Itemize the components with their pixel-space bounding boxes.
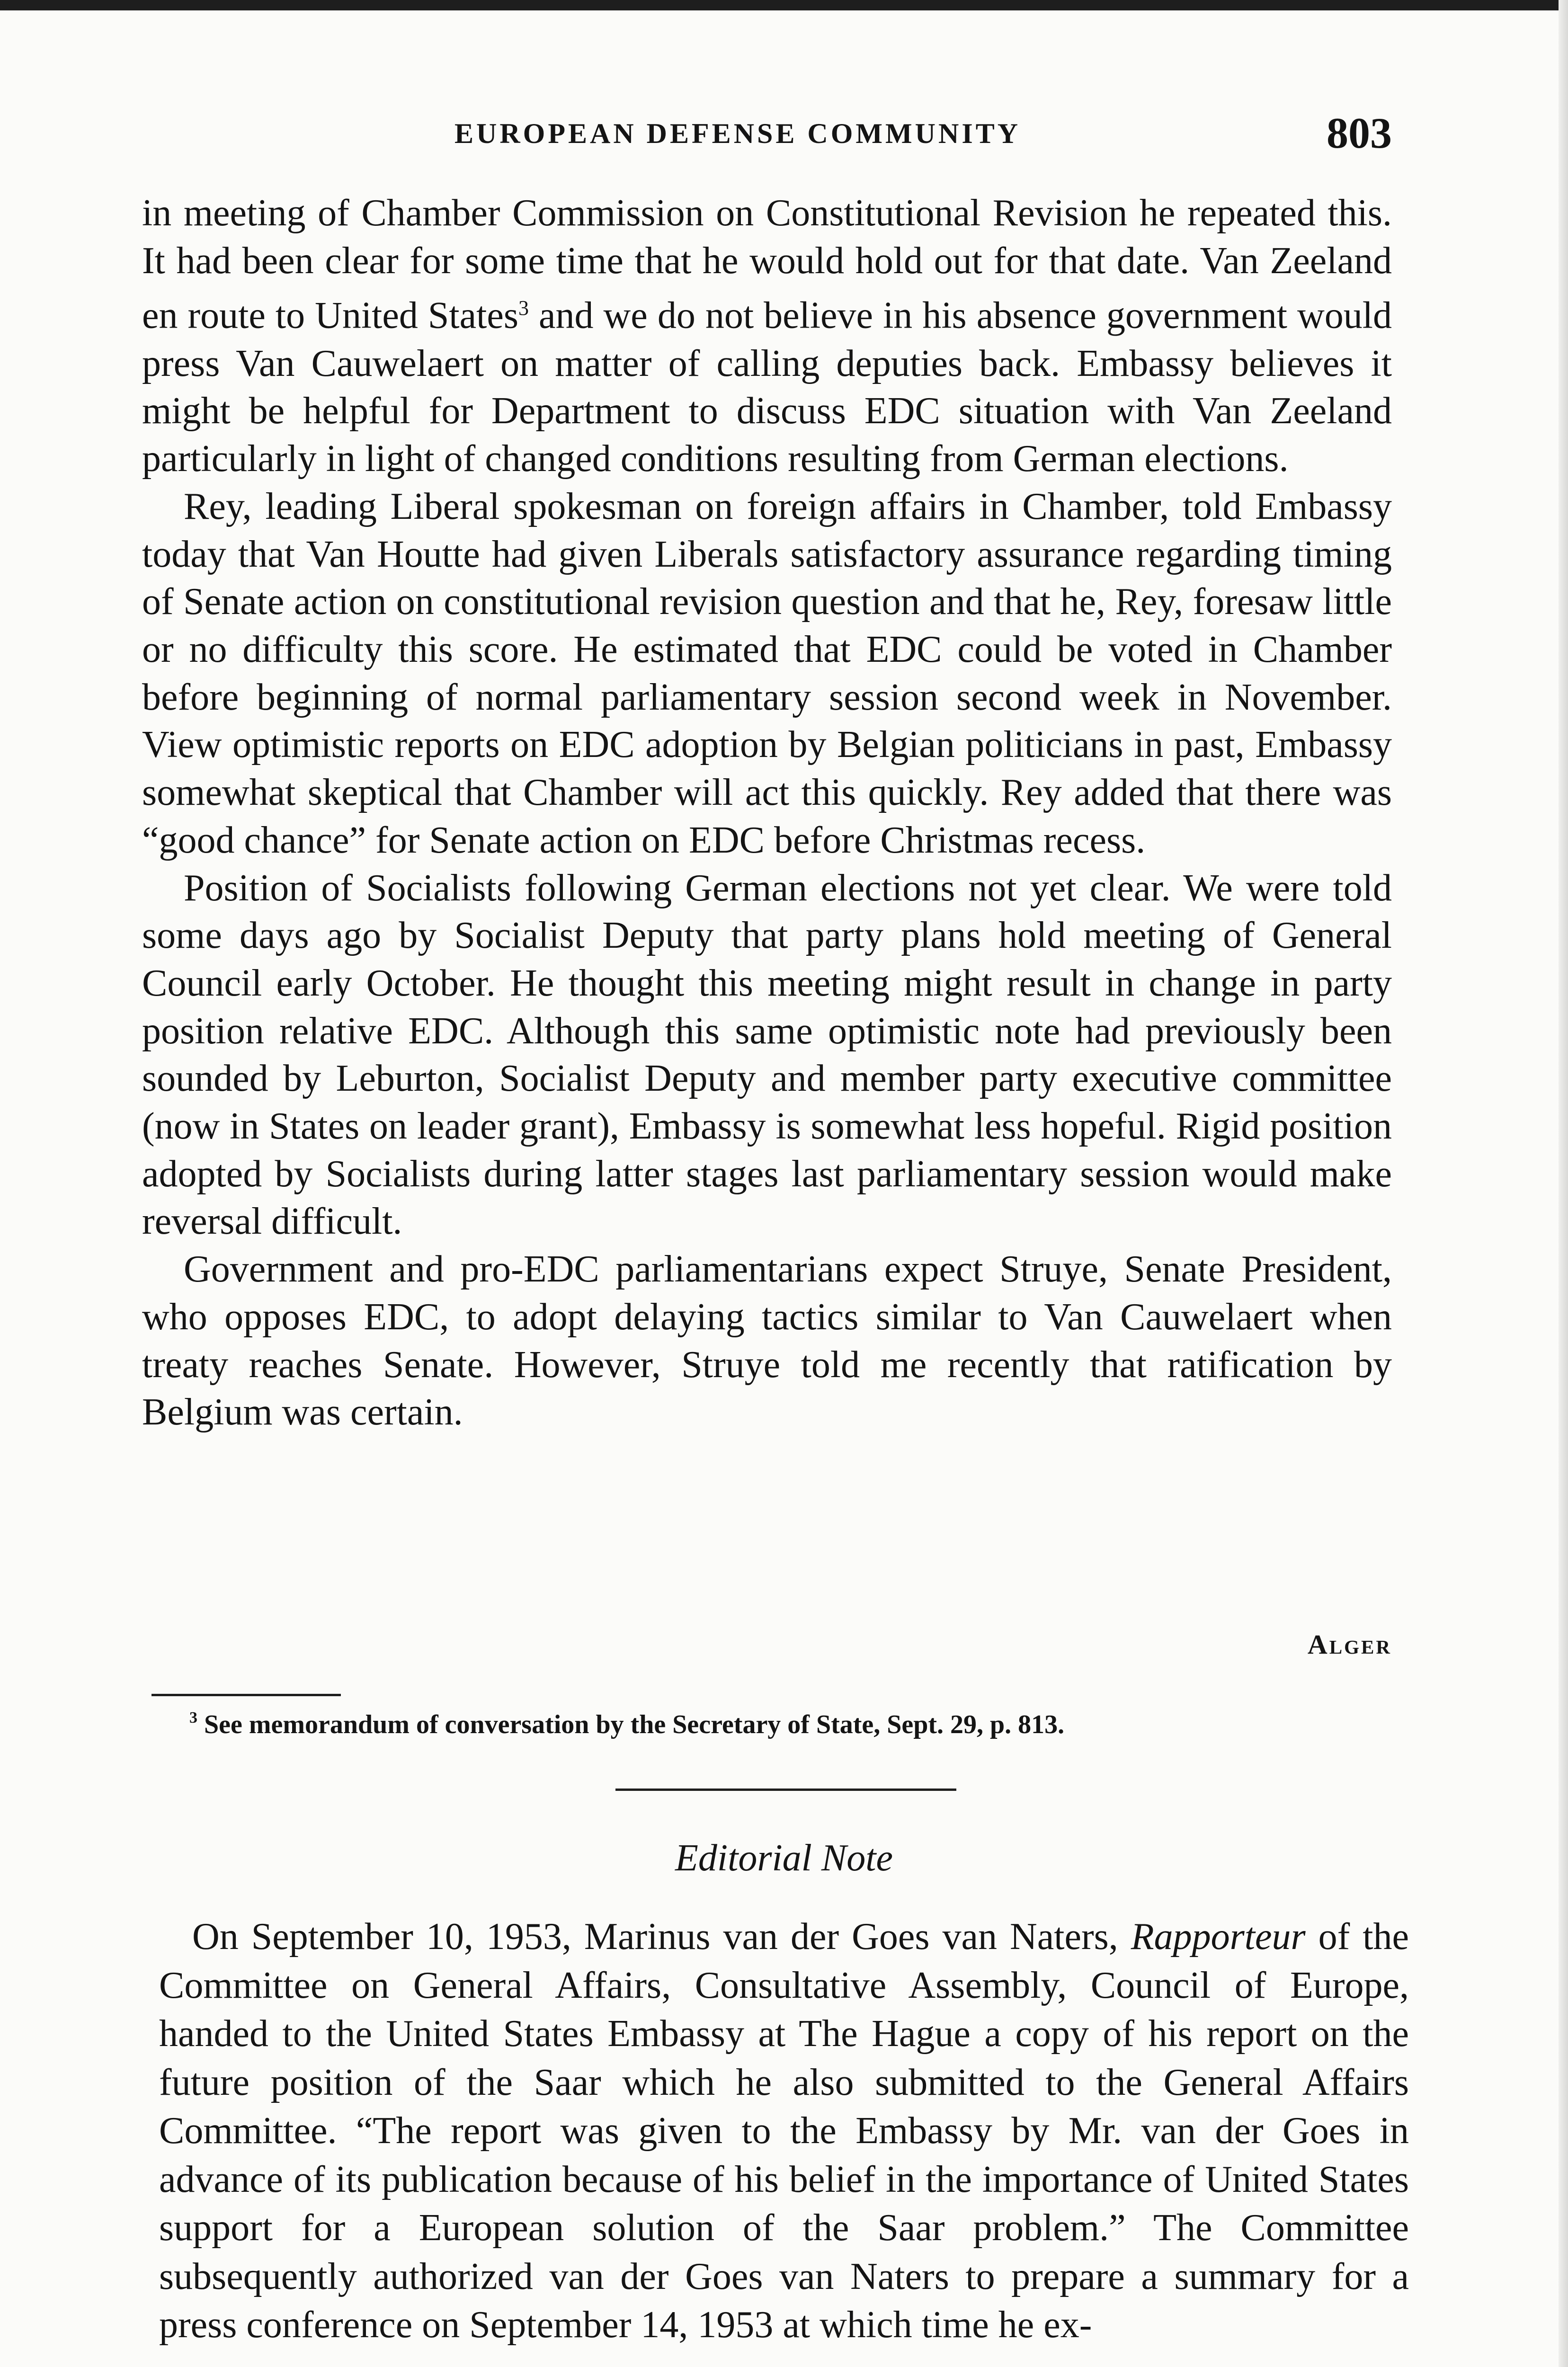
paragraph-1-continuation: and we do not believe in his absence government would press Van Cauwelaert on matter of calling deputies back. Embassy believes it might be helpful for Department to discuss EDC situation with Van Zeeland particularly in light of changed conditions resulting from German elections. [142, 295, 1392, 480]
editorial-lead: On September 10, 1953, Marinus van der Goes van Naters, [192, 1916, 1118, 1958]
signature [1308, 1628, 1392, 1660]
editorial-rest: of the Committee on General Affairs, Consultative Assembly, Council of Europe, handed to the United States Embassy at The Hague a copy of his report on the future position of the Saar which he also submitted to the General Affairs Committee. “The report was given to the Embassy by Mr. van der Goes in advance of its publication because of his belief in the importance of United States support for a European solution of the Saar problem.” The Committee subsequently authorized van der Goes van Naters to prepare a summary for a press conference on September 14, 1953 at which time he ex- [159, 1916, 1409, 2346]
scan-top-border [0, 0, 1568, 10]
paragraph-1 [142, 189, 1392, 483]
page-header [142, 108, 1392, 160]
editorial-italic-term: Rapporteur [1131, 1916, 1306, 1958]
section-separator [615, 1789, 956, 1791]
footnote-text: See memorandum of conversation by the Secretary of State, Sept. 29, p. 813. [204, 1710, 1065, 1739]
editorial-paragraph [159, 1913, 1409, 2349]
running-head: EUROPEAN DEFENSE COMMUNITY [454, 118, 1021, 149]
paragraph-1-text: in meeting of Chamber Commission on Constitutional Revision he repeated this. It had been clear for some time that he would hold out for that date. Van Zeeland en route to United States [142, 192, 1392, 337]
footnote [189, 1709, 1064, 1740]
signature-text: Alger [1307, 1629, 1392, 1660]
paragraph-3: Position of Socialists following German elections not yet clear. We were told some days ago by Socialist Deputy that party plans hold meeting of General Council early October. He thought this meeting might result in change in party position relative EDC. Although this same optimistic note had previously been sounded by Leburton, Socialist Deputy and member party executive committee (now in States on leader grant), Embassy is somewhat less hopeful. Rigid position adopted by Socialists during latter stages last parliamentary session would make reversal difficult. [142, 867, 1392, 1243]
page-number: 803 [1327, 109, 1392, 157]
footnote-number: 3 [189, 1709, 197, 1726]
editorial-note-title: Editorial Note [675, 1837, 893, 1879]
paragraph-4: Government and pro-EDC parliamentarians expect Struye, Senate President, who opposes EDC, to adopt delaying tactics similar to Van Cauwelaert when treaty reaches Senate. However, Struye told me recently that ratification by Belgium was certain. [142, 1248, 1392, 1433]
scan-page-edge [1559, 0, 1568, 2367]
paragraph-2: Rey, leading Liberal spokesman on foreign affairs in Chamber, told Embassy today that Van Houtte had given Liberals satisfactory assurance regarding timing of Senate action on constitutional revision question and that he, Rey, foresaw little or no difficulty this score. He estimated that EDC could be voted in Chamber before beginning of normal parliamentary session second week in November. View optimistic reports on EDC adoption by Belgian politicians in past, Embassy somewhat skeptical that Chamber will act this quickly. Rey added that there was “good chance” for Senate action on EDC before Christmas recess. [142, 485, 1392, 861]
footnote-rule [151, 1694, 341, 1696]
footnote-reference: 3 [518, 296, 529, 320]
document-body [142, 189, 1392, 1436]
editorial-note-body [159, 1913, 1409, 2349]
